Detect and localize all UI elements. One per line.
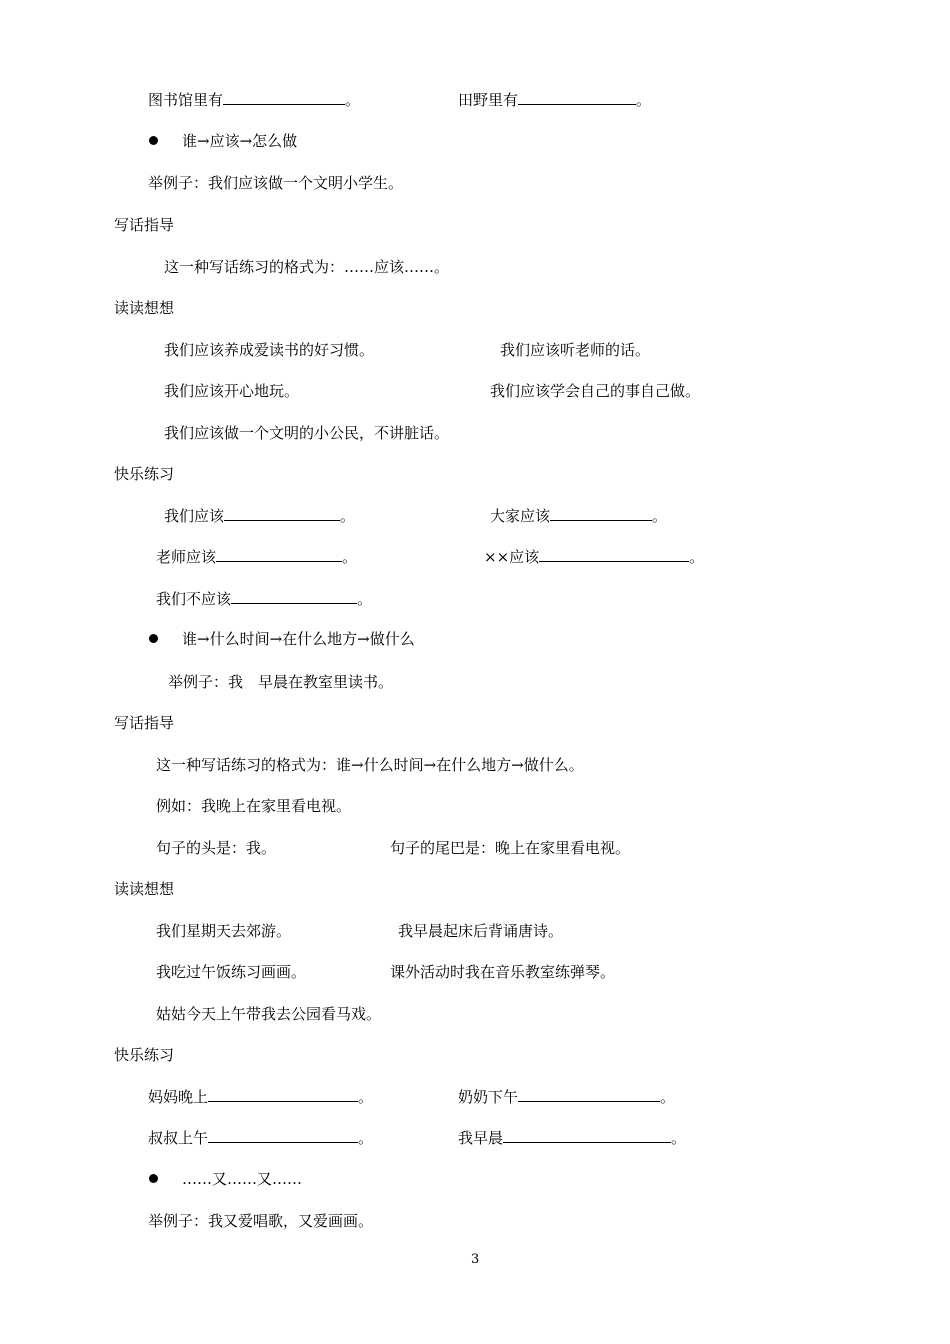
period: 。 <box>660 1088 676 1106</box>
bullet-icon <box>149 634 158 643</box>
blank-line[interactable] <box>223 90 345 105</box>
exercise-line <box>148 1128 373 1148</box>
reading-sentence: 我早晨起床后背诵唐诗。 <box>398 922 564 940</box>
reading-sentence: 我们应该听老师的话。 <box>500 341 651 359</box>
section-heading: 写话指导 <box>114 216 175 234</box>
blank-line[interactable] <box>503 1128 671 1143</box>
pattern-heading: ……又……又…… <box>182 1170 303 1188</box>
prompt-text: 大家应该 <box>490 507 551 525</box>
reading-sentence: 我们应该学会自己的事自己做。 <box>490 382 701 400</box>
reading-sentence: 姑姑今天上午带我去公园看马戏。 <box>156 1005 382 1023</box>
blank-line[interactable] <box>224 506 340 521</box>
reading-sentence: 我们应该开心地玩。 <box>164 382 300 400</box>
guide-text: 例如：我晚上在家里看电视。 <box>156 797 352 815</box>
period: 。 <box>340 507 356 525</box>
blank-line[interactable] <box>208 1128 358 1143</box>
prompt-text: 叔叔上午 <box>148 1129 209 1147</box>
prompt-text: 妈妈晚上 <box>148 1088 209 1106</box>
pattern-heading: 谁→什么时间→在什么地方→做什么 <box>182 630 415 648</box>
guide-text: 句子的头是：我。 <box>156 839 277 857</box>
section-heading: 读读想想 <box>114 880 175 898</box>
blank-line[interactable] <box>518 90 636 105</box>
exercise-line <box>458 1087 675 1107</box>
guide-text: 句子的尾巴是：晚上在家里看电视。 <box>390 839 631 857</box>
example-line: 举例子：我又爱唱歌，又爱画画。 <box>148 1212 374 1230</box>
section-heading: 快乐练习 <box>114 1046 175 1064</box>
guide-text: 这一种写话练习的格式为：……应该……。 <box>164 258 450 276</box>
section-heading: 写话指导 <box>114 714 175 732</box>
period: 。 <box>689 548 705 566</box>
exercise-line <box>156 589 372 609</box>
prompt-text: 老师应该 <box>156 548 217 566</box>
blank-line[interactable] <box>518 1087 660 1102</box>
reading-sentence: 我们应该养成爱读书的好习惯。 <box>164 341 375 359</box>
exercise-line <box>164 506 355 526</box>
guide-text: 这一种写话练习的格式为：谁→什么时间→在什么地方→做什么。 <box>156 756 584 774</box>
reading-sentence: 我们星期天去郊游。 <box>156 922 292 940</box>
prompt-text: ××应该 <box>484 548 540 566</box>
exercise-line <box>148 1087 373 1107</box>
exercise-line <box>490 506 667 526</box>
page-number: 3 <box>471 1252 480 1267</box>
blank-line[interactable] <box>539 547 689 562</box>
blank-line[interactable] <box>231 589 357 604</box>
prompt-text: 田野里有 <box>458 91 519 109</box>
exercise-line <box>484 547 704 567</box>
fill-line-library <box>148 90 360 110</box>
period: 。 <box>342 548 358 566</box>
reading-sentence: 我吃过午饭练习画画。 <box>156 963 307 981</box>
blank-line[interactable] <box>208 1087 358 1102</box>
period: 。 <box>636 91 652 109</box>
period: 。 <box>345 91 361 109</box>
section-heading: 读读想想 <box>114 299 175 317</box>
blank-line[interactable] <box>550 506 652 521</box>
period: 。 <box>358 1088 374 1106</box>
reading-sentence: 我们应该做一个文明的小公民，不讲脏话。 <box>164 424 450 442</box>
example-line: 举例子：我 早晨在教室里读书。 <box>168 673 394 691</box>
blank-line[interactable] <box>216 547 342 562</box>
reading-sentence: 课外活动时我在音乐教室练弹琴。 <box>390 963 616 981</box>
exercise-line <box>156 547 357 567</box>
prompt-text: 图书馆里有 <box>148 91 224 109</box>
period: 。 <box>357 590 373 608</box>
prompt-text: 我们不应该 <box>156 590 232 608</box>
bullet-icon <box>149 1174 158 1183</box>
section-heading: 快乐练习 <box>114 465 175 483</box>
period: 。 <box>358 1129 374 1147</box>
prompt-text: 我早晨 <box>458 1129 504 1147</box>
period: 。 <box>652 507 668 525</box>
period: 。 <box>671 1129 687 1147</box>
example-line: 举例子：我们应该做一个文明小学生。 <box>148 174 404 192</box>
prompt-text: 我们应该 <box>164 507 225 525</box>
fill-line-field <box>458 90 651 110</box>
pattern-heading: 谁→应该→怎么做 <box>182 132 298 150</box>
prompt-text: 奶奶下午 <box>458 1088 519 1106</box>
exercise-line <box>458 1128 686 1148</box>
bullet-icon <box>149 136 158 145</box>
